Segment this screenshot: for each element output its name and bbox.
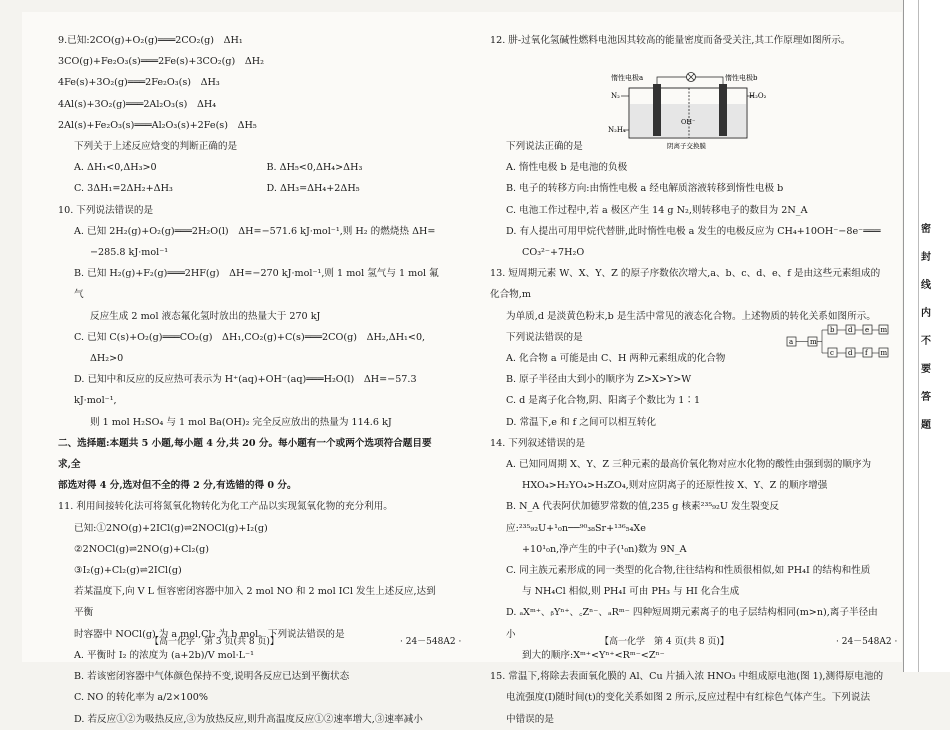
text-line: A. 平衡时 I₂ 的浓度为 (a+2b)/V mol·L⁻¹ [74, 649, 254, 661]
n2h4-label: N₂H₄ [608, 126, 626, 134]
text-line: B. 若该密闭容器中气体颜色保持不变,说明各反应已达到平衡状态 [74, 671, 350, 683]
text-line: 14. 下列叙述错误的是 [490, 437, 586, 449]
text-line: D. 常温下,e 和 f 之间可以相互转化 [506, 416, 657, 428]
text-line: D. ₐXᵐ⁺、ᵦYⁿ⁺、꜀Zⁿ⁻、ₐRᵐ⁻ 四种短周期元素离子的电子层结构相同(m>n),离子半径由小 [506, 607, 878, 640]
option-text: B. ΔH₅<0,ΔH₄>ΔH₃ [266, 162, 363, 174]
electrode-a-label: 惰性电极a [611, 74, 644, 82]
text-line: C. 电池工作过程中,若 a 极区产生 14 g N₂,则转移电子的数目为 2N_A [506, 204, 808, 216]
gutter-char: 要 [921, 364, 931, 375]
text-line: 4Fe(s)+3O₂(g)═══2Fe₂O₃(s) ΔH₃ [58, 77, 220, 89]
text-line: 则 1 mol H₂SO₄ 与 1 mol Ba(OH)₂ 完全反应放出的热量为 114.6 kJ [90, 416, 392, 428]
text-line: 15. 常温下,将除去表面氧化膜的 Al、Cu 片插入浓 HNO₃ 中组成原电池(图 1),测得原电池的 [490, 671, 884, 683]
gutter-char: 封 [921, 252, 931, 263]
text-line: +10¹₀n,净产生的中子(¹₀n)数为 9N_A [522, 543, 687, 555]
scheme-node-f: f [865, 349, 868, 357]
scheme-node-d: d [848, 326, 853, 334]
text-line: A. 化合物 a 可能是由 C、H 两种元素组成的化合物 [506, 353, 726, 365]
option-text: C. 3ΔH₁=2ΔH₂+ΔH₃ [74, 183, 173, 195]
gutter-char: 答 [921, 392, 931, 403]
text-line: D. 已知中和反应的反应热可表示为 H⁺(aq)+OH⁻(aq)═══H₂O(l) ΔH=−57.3 kJ·mol⁻¹, [74, 374, 417, 407]
electrode-a [653, 84, 661, 136]
text-line: B. 原子半径由大到小的顺序为 Z>X>Y>W [506, 374, 692, 386]
text-line: B. N_A 代表阿伏加德罗常数的值,235 g 核素²³⁵₉₂U 发生裂变反应:²³⁵₉₂U+¹₀n──⁹⁰₃₈Sr+¹³⁶₅₄Xe [506, 501, 779, 534]
text-line: 13. 短周期元素 W、X、Y、Z 的原子序数依次增大,a、b、c、d、e、f 是由这些元素组成的化合物,m [490, 268, 881, 301]
conversion-scheme [786, 322, 896, 362]
text-line: A. 已知同周期 X、Y、Z 三种元素的最高价氧化物对应水化物的酸性由强到弱的顺序为 [506, 459, 872, 471]
text-line: ③I₂(g)+Cl₂(g)⇌2ICl(g) [74, 565, 182, 577]
text-line: C. d 是离子化合物,阴、阳离子个数比为 1∶1 [506, 395, 701, 407]
footer-right-code: · 24－548A2 · [836, 637, 898, 647]
membrane-label: 阴离子交换膜 [667, 142, 706, 150]
fuel-cell-diagram [607, 72, 777, 152]
seal-line-notice [918, 216, 934, 440]
oh-ion-label: OH⁻ [681, 118, 696, 126]
text-line: D. 有人提出可用甲烷代替肼,此时惰性电极 a 发生的电极反应为 CH₄+10OH⁻−8e⁻═══ [506, 225, 881, 237]
text-line: 到大的顺序:Xᵐ⁺<Yⁿ⁺<Rᵐ⁻<Zⁿ⁻ [522, 649, 665, 661]
electrode-b [719, 84, 727, 136]
text-line: 为单质,d 是淡黄色粉末,b 是生活中常见的液态化合物。上述物质的转化关系如图所示。 [506, 310, 876, 322]
option-row [58, 178, 443, 199]
text-line: 已知:①2NO(g)+2ICl(g)⇌2NOCl(g)+I₂(g) [74, 522, 268, 534]
option-text: A. ΔH₁<0,ΔH₃>0 [74, 162, 157, 174]
text-line: A. 已知 2H₂(g)+O₂(g)═══2H₂O(l) ΔH=−571.6 kJ·mol⁻¹,则 H₂ 的燃烧热 ΔH= [74, 225, 436, 237]
text-line: 若某温度下,向 V L 恒容密闭容器中加入 2 mol NO 和 2 mol ICl 发生上述反应,达到平衡 [74, 586, 436, 619]
text-line: B. 已知 H₂(g)+F₂(g)═══2HF(g) ΔH=−270 kJ·mol⁻¹,则 1 mol 氢气与 1 mol 氟气 [74, 268, 439, 301]
text-line: 10. 下列说法错误的是 [58, 204, 154, 216]
text-line: D. 若反应①②为吸热反应,③为放热反应,则升高温度反应①②速率增大,③速率减小 [74, 713, 423, 725]
gutter-char: 线 [921, 280, 931, 291]
text-line: 反应生成 2 mol 液态氟化氢时放出的热量大于 270 kJ [90, 310, 321, 322]
scheme-node-b: b [830, 326, 835, 334]
scheme-node-m1: m [810, 338, 817, 346]
text-line: 与 NH₄Cl 相似,则 PH₄I 可由 PH₃ 与 HI 化合生成 [522, 586, 740, 598]
scheme-node-d2: d [848, 349, 853, 357]
gutter-char: 不 [921, 336, 931, 347]
electrode-b-label: 惰性电极b [725, 74, 758, 82]
figure-space [490, 51, 885, 72]
text-line: −285.8 kJ·mol⁻¹ [90, 247, 169, 259]
page-3-column [58, 30, 443, 730]
footer-right-title: 【高一化学 第 4 页(共 8 页)】 [600, 637, 729, 647]
text-line: 电流强度(I)随时间(t)的变化关系如图 2 所示,反应过程中有红棕色气体产生。下列说法 [506, 692, 871, 704]
text-line: A. 惰性电极 b 是电池的负极 [506, 162, 628, 174]
footer-left-title: 【高一化学 第 3 页(共 8 页)】 [150, 637, 279, 647]
scheme-node-a: a [789, 338, 794, 346]
gutter-char: 题 [921, 420, 931, 431]
text-line: ②2NOCl(g)⇌2NO(g)+Cl₂(g) [74, 543, 209, 555]
scheme-node-m2: m [880, 326, 888, 334]
h2o2-label: H₂O₂ [749, 92, 767, 100]
text-line: 时容器中 NOCl(g) 为 a mol,Cl₂ 为 b mol。下列说法错误的是 [74, 628, 345, 640]
text-line: 4Al(s)+3O₂(g)═══2Al₂O₃(s) ΔH₄ [58, 98, 217, 110]
text-line: 2Al(s)+Fe₂O₃(s)═══Al₂O₃(s)+2Fe(s) ΔH₅ [58, 119, 257, 131]
gutter-char: 内 [921, 308, 931, 319]
text-line: C. 已知 C(s)+O₂(g)═══CO₂(g) ΔH₁,CO₂(g)+C(s)═══2CO(g) ΔH₂,ΔH₁<0, [74, 331, 426, 343]
scheme-node-e: e [865, 326, 870, 334]
option-text: D. ΔH₃=ΔH₄+2ΔH₅ [266, 183, 360, 195]
text-line: B. 电子的转移方向:由惰性电极 a 经电解质溶液转移到惰性电极 b [506, 183, 784, 195]
text-line: C. NO 的转化率为 a/2×100% [74, 692, 208, 704]
text-line: 下列关于上述反应焓变的判断正确的是 [74, 141, 238, 153]
option-row [58, 157, 443, 178]
text-line: 3CO(g)+Fe₂O₃(s)═══2Fe(s)+3CO₂(g) ΔH₂ [58, 56, 264, 68]
text-line: 部选对得 4 分,选对但不全的得 2 分,有选错的得 0 分。 [58, 480, 297, 492]
text-line: 11. 利用间接转化法可将氮氧化物转化为化工产品以实现氮氧化物的充分利用。 [58, 501, 393, 513]
gutter-char: 密 [921, 224, 931, 235]
scheme-node-c: c [830, 349, 834, 357]
text-line: 下列说法错误的是 [506, 331, 583, 343]
n2-label: N₂ [611, 92, 620, 100]
scheme-node-m3: m [880, 349, 888, 357]
text-line: 二、选择题:本题共 5 小题,每小题 4 分,共 20 分。每小题有一个或两个选项符合题目要求,全 [58, 437, 432, 471]
text-line: C. 同主族元素形成的同一类型的化合物,往往结构和性质很相似,如 PH₄I 的结构和性质 [506, 565, 871, 577]
text-line: 下列说法正确的是 [506, 141, 583, 153]
text-line: ΔH₂>0 [90, 353, 124, 365]
text-line: HXO₄>H₂YO₄>H₃ZO₄,则对应阴离子的还原性按 X、Y、Z 的顺序增强 [522, 480, 828, 492]
text-line: 9.已知:2CO(g)+O₂(g)═══2CO₂(g) ΔH₁ [58, 35, 243, 46]
text-line: CO₃²⁻+7H₂O [522, 247, 585, 259]
text-line: 12. 肼-过氧化氢碱性燃料电池因其较高的能量密度而备受关注,其工作原理如图所示。 [490, 35, 851, 46]
footer-left-code: · 24－548A2 · [400, 637, 462, 647]
text-line: 中错误的是 [506, 713, 554, 725]
